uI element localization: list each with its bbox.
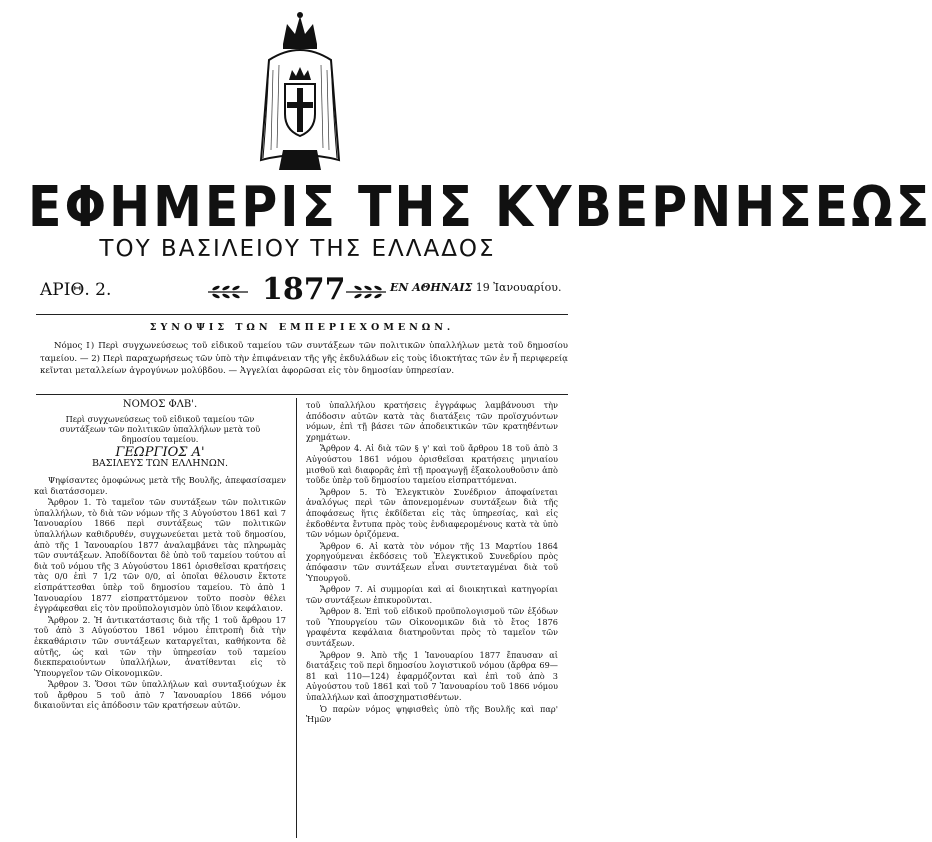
- right-column: [306, 400, 558, 840]
- law-subtitle: Περὶ συγχωνεύσεως τοῦ εἰδικοῦ ταμείου τῶν συντάξεων τῶν πολιτικῶν ὑπαλλήλων μετὰ τοῦ δημοσίου ταμείου.: [59, 413, 261, 445]
- law-paragraph: Ἄρθρον 5. Τὸ Ἐλεγκτικὸν Συνέδριον ἀποφαίνεται ἀναλόγως περὶ τῶν ἀπονεμομένων συντάξεων διὰ τῆς ἀποφάσεως ἥτις ἐκδίδεται εἰς τὰς ὑπηρεσίας, καὶ εἰς ἐκδοθέντα ἔντυπα πρὸς τοὺς ἐνδιαφερομένους κατὰ τὰ ὑπὸ τῶν νόμων ὁριζόμενα.: [306, 486, 558, 540]
- law-paragraph: Ὁ παρὼν νόμος ψηφισθεὶς ὑπὸ τῆς Βουλῆς καὶ παρ' Ἡμῶν: [306, 703, 558, 725]
- issue-line: [40, 272, 580, 312]
- law-paragraph: Ἄρθρον 6. Αἱ κατὰ τὸν νόμον τῆς 13 Μαρτίου 1864 χορηγούμεναι ἐκδόσεις τοῦ Ἐλεγκτικοῦ Συνεδρίου πρὸς ἀπόφασιν τῶν συντάξεων εἶναι συντεταγμέναι διὰ τοῦ Ὑπουργοῦ.: [306, 540, 558, 583]
- law-paragraph: Ἄρθρον 4. Αἱ διὰ τῶν § γ' καὶ τοῦ ἄρθρου 18 τοῦ ἀπὸ 3 Αὐγούστου 1861 νόμου ὁρισθεῖσαι κρατήσεις μηνιαίου μισθοῦ καὶ διαφορᾶς ἐπὶ τῇ προαγωγῇ ἐξακολουθοῦσιν ἀπὸ τοῦδε ὑπὲρ τοῦ δημοσίου ταμείου εἰσπραττόμεναι.: [306, 443, 558, 486]
- masthead-subtitle: ΤΟΥ ΒΑΣΙΛΕΙΟΥ ΤΗΣ ΕΛΛΑΔΟΣ: [99, 236, 496, 262]
- royal-coat-of-arms-icon: [255, 10, 345, 172]
- king-title: ΒΑΣΙΛΕΥΣ ΤΩΝ ΕΛΛΗΝΩΝ.: [91, 458, 229, 470]
- law-paragraph: Ἄρθρον 1. Τὸ ταμεῖον τῶν συντάξεων τῶν πολιτικῶν ὑπαλλήλων, τὸ διὰ τῶν νόμων τῆς 3 Αὐγούστου 1861 καὶ 7 Ἰανουαρίου 1866 περὶ συντάξεως τῶν πολιτικῶν ὑπαλλήλων καθιδρυθέν, συγχωνεύεται μετὰ τοῦ δημοσίου, ἀπὸ τῆς 1 Ἰανουαρίου 1877 ἀναλαμβάνει τὰς πληρωμὰς τῶν συντάξεων. Ἀποδίδονται δὲ ὑπὸ τοῦ ταμείου τούτου αἱ διὰ τοῦ νόμου τῆς 3 Αὐγούστου 1861 ὁρισθεῖσαι κρατήσεις τὰς 0/0 ἐπὶ 7 1/2 τῶν 0/0, αἱ ὁποῖαι θέλουσιν ἔκτοτε εἰσπράττεσθαι ὑπὲρ τοῦ δημοσίου ταμείου. Τὸ ἀπὸ 1 Ἰανουαρίου 1877 εἰσπραττόμενον τοῦτο ποσὸν θέλει ἐγγράφεσθαι εἰς τὸν προϋπολογισμὸν ὑπὸ ἴδιον κεφάλαιον.: [34, 497, 286, 614]
- masthead-title: ΕΦΗΜΕΡΙΣ ΤΗΣ ΚΥΒΕΡΝΗΣΕΩΣ: [28, 174, 932, 240]
- issue-number: ΑΡΙΘ. 2.: [40, 280, 112, 300]
- issue-place: ΕΝ ΑΘΗΝΑΙΣ: [390, 281, 473, 294]
- law-paragraph: Ἄρθρον 3. Ὅσοι τῶν ὑπαλλήλων καὶ συνταξιούχων ἐκ τοῦ ἄρθρου 5 τοῦ ἀπὸ 7 Ἰανουαρίου 1866 νόμου δικαιοῦνται εἰς ἀπόδοσιν τῶν κρατήσεων αὐτῶν.: [34, 679, 286, 711]
- law-paragraph: Ἄρθρον 8. Ἐπὶ τοῦ εἰδικοῦ προϋπολογισμοῦ τῶν ἐξόδων τοῦ Ὑπουργείου τῶν Οἰκονομικῶν διὰ τὸ ἔτος 1876 γραφέντα κεφάλαια διατηροῦνται πρὸς τὸ ταμεῖον τῶν συντάξεων.: [306, 606, 558, 649]
- contents-title: ΣΥΝΟΨΙΣ ΤΩΝ ΕΜΠΕΡΙΕΧΟΜΕΝΩΝ.: [149, 322, 455, 333]
- header-rule: [36, 314, 568, 315]
- issue-day: 19 Ἰανουαρίου.: [475, 281, 562, 294]
- laurel-branch-icon: [206, 284, 250, 300]
- laurel-branch-icon: [344, 284, 388, 300]
- column-divider: [296, 398, 297, 838]
- law-paragraph: Ἄρθρον 9. Ἀπὸ τῆς 1 Ἰανουαρίου 1877 ἔπαυσαν αἱ διατάξεις τοῦ περὶ δημοσίου λογιστικοῦ νόμου (ἄρθρα 69—81 καὶ 110—124) ἐφαρμόζονται καὶ ἐπὶ τοῦ ἀπὸ 3 Αὐγούστου τοῦ 1861 καὶ τοῦ 7 Ἰανουαρίου τοῦ 1866 νόμου ὑπαλλήλων καὶ ἀποσχηματισθέντων.: [306, 649, 558, 703]
- law-paragraph: Ἄρθρον 2. Ἡ ἀντικατάστασις διὰ τῆς 1 τοῦ ἄρθρου 17 τοῦ ἀπὸ 3 Αὐγούστου 1861 νόμου ἐπιτροπὴ διὰ τὴν ἐκκαθάρισιν τῶν συντάξεων καταργεῖται, καθήκοντα δὲ αὐτῆς, ὡς καὶ τῶν τὴν ὑπηρεσίαν τοῦ ταμείου διεκπεραιούντων ὑπαλλήλων, ἀνατίθενται εἰς τὸ Ὑπουργεῖον τῶν Οἰκονομικῶν.: [34, 614, 286, 678]
- issue-year: 1877: [262, 272, 346, 307]
- issue-date: [390, 281, 561, 294]
- king-name: ΓΕΩΡΓΙΟΣ Α': [115, 444, 205, 460]
- left-column: [34, 398, 286, 838]
- law-paragraph: Ἄρθρον 7. Αἱ συμμορίαι καὶ αἱ διοικητικαὶ κατηγορίαι τῶν συντάξεων ἐπικυροῦνται.: [306, 584, 558, 605]
- law-paragraph: τοῦ ὑπαλλήλου κρατήσεις ἐγγράφως λαμβάνουσι τὴν ἀπόδοσιν αὐτῶν κατὰ τὰς διατάξεις τῶν προϊσχυόντων νόμων, ἐπὶ τῇ βάσει τῶν ἀποδεικτικῶν τῶν κρατηθέντων χρημάτων.: [306, 400, 558, 442]
- contents-summary: Νόμος Ⅰ) Περὶ συγχωνεύσεως τοῦ εἰδικοῦ ταμείου τῶν συντάξεων τῶν πολιτικῶν ὑπαλλήλων μετὰ τοῦ δημοσίου ταμείου. — 2) Περὶ παραχωρήσεως τῶν ὑπὸ τὴν ἐπιφάνειαν τῆς γῆς ἐκδυλάδων εἰς τοὺς ἰδιοκτήτας τῶν ἐν ἧ περιφερείᾳ κεῖνται μεταλλείων ἀγρογύνων μολύβδου. — Ἀγγελίαι ἀφορῶσαι εἰς τὸν δημοσίαν ὑπηρεσίαν.: [40, 341, 568, 376]
- contents-rule: [36, 394, 568, 395]
- law-title: ΝΟΜΟΣ ΦΛΒ'.: [122, 399, 198, 410]
- law-paragraph: Ψηφίσαντες ὁμοφώνως μετὰ τῆς Βουλῆς, ἀπεφασίσαμεν καὶ διατάσσομεν.: [34, 475, 286, 496]
